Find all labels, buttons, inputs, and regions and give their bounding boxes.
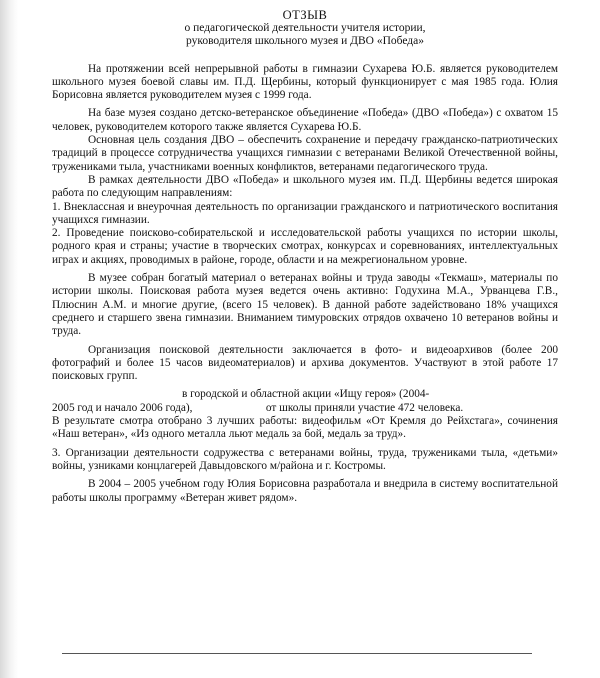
subtitle-line-1: о педагогической деятельности учителя истории, [184,22,426,34]
paragraph-museum-leader: На протяжении всей непрерывной работы в гимназии Сухарева Ю.Б. является руководителем школьного музея боевой славы им. П.Д. Щербины, который функционирует с мая 1985 года. Юлия Борисовна является руководителем музея с 1999 года. [52,62,558,102]
paragraph-veteran-program: В 2004 – 2005 учебном году Юлия Борисовна разработала и внедрила в систему воспитательной работы школы программу «Ветеран живет рядом». [52,478,558,504]
paragraph-dvo-created: На базе музея создано детско-ветеранское объединение «Победа» (ДВО «Победа») с охватом 15 человек, руководителем которого также является Сухарева Ю.Б. [52,107,558,133]
paragraph-hero-campaign [52,388,558,441]
hero-campaign-line-1: в городской и областной акции «Ищу героя» (2004- [182,388,430,401]
hero-campaign-rest: В результате смотра отобрано 3 лучших работы: видеофильм «От Кремля до Рейхстага», сочинения «Наш ветеран», «Из одного металла льют медаль за бой, медаль за труд». [52,415,558,441]
document-page [52,8,558,505]
hero-campaign-line-2: 2005 год и начало 2006 года), от школы приняли участие 472 человека. [52,401,464,414]
paragraph-main-goal: Основная цель создания ДВО – обеспечить сохранение и передачу гражданско-патриотических традиций в процессе сотрудничества учащихся гимназии с ветеранами Великой Отечественной войны, тружениками тыла, участниками военных конфликтов, ветеранами педагогического труда. [52,134,558,173]
paragraph-directions-intro: В рамках деятельности ДВО «Победа» и школьного музея им. П.Д. Щербины ведется широкая работа по следующим направлениям: [52,173,558,200]
document-title: ОТЗЫВ [282,8,328,22]
document-subtitle [52,22,558,49]
list-item-3: 3. Организации деятельности содружества с ветеранами войны, труда, тружениками тыла, «детьми» войны, узниками концлагерей Давыдовского м/района и г. Костромы. [52,446,558,472]
list-item-1: 1. Внеклассная и внеурочная деятельность по организации гражданского и патриотического воспитания учащихся гимназии. [52,200,558,226]
list-item-2: 2. Проведение поисково-собирательской и исследовательской работы учащихся по истории школы, родного края и страны; участие в творческих смотрах, конкурсах и соревнованиях, интеллектуальных играх и акциях, проводимых в районе, городе, области и на межрегиональном уровне. [52,227,558,266]
bottom-divider [62,653,532,654]
scan-shadow-edge [0,0,18,678]
paragraph-search-work: Организация поисковой деятельности заключается в фото- и видеоархивов (более 200 фотографий и более 15 часов видеоматериалов) и архива документов. Участвуют в этой работе 17 поисковых групп. [52,343,558,383]
subtitle-line-2: руководителя школьного музея и ДВО «Победа» [185,35,425,48]
paragraph-museum-materials: В музее собран богатый материал о ветеранах войны и труда заводы «Текмаш», материалы по истории школы. Поисковая работа музея ведется очень активно: Годухина М.А., Урванцева Г.В., Плюснин А.М. и многие другие, (всего 15 человек). В данной работе задействовано 18% учащихся среднего и старшего звена гимназии. Вниманием тимуровских отрядов охвачено 10 ветеранов войны и труда. [52,272,558,338]
